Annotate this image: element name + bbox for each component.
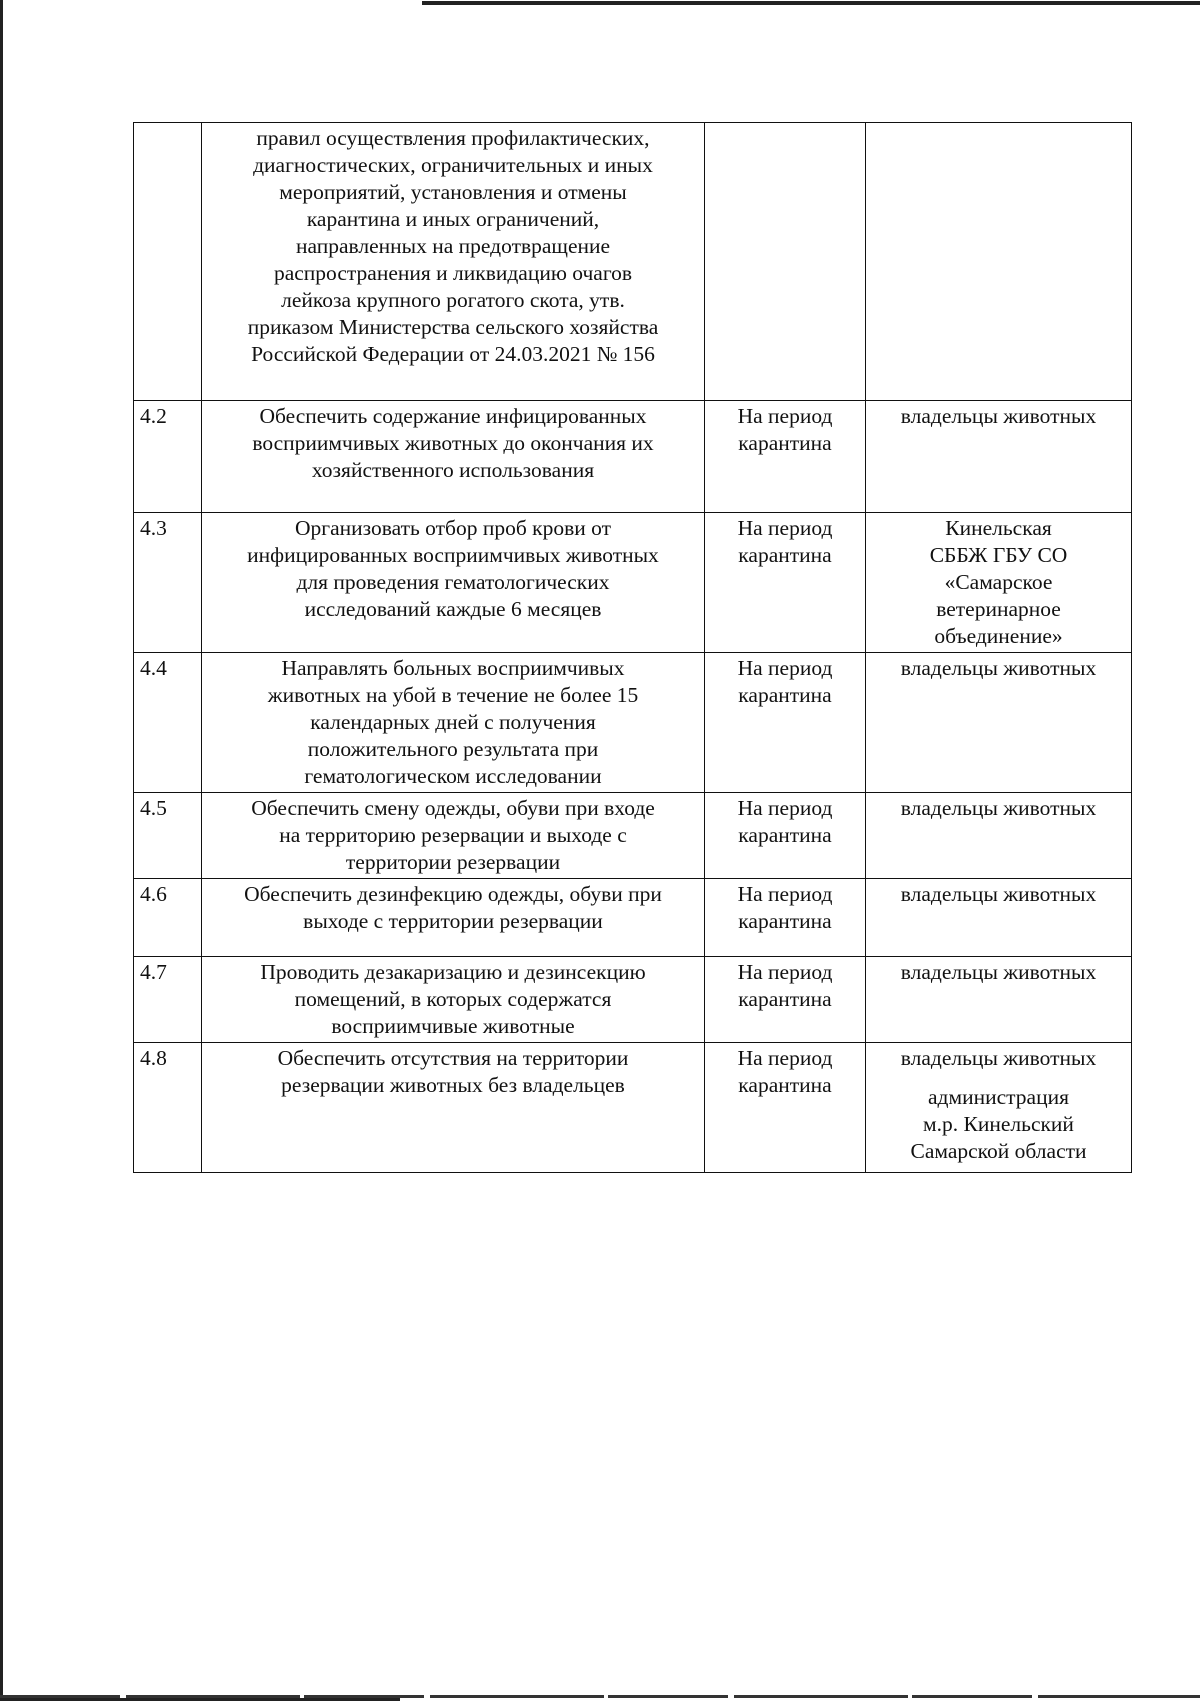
cell-line: Проводить дезакаризацию и дезинсекцию: [260, 960, 646, 984]
cell-line: на территорию резервации и выходе с: [279, 823, 627, 847]
cell-line: владельцы животных: [900, 1046, 1097, 1070]
cell-line: для проведения гематологических: [296, 570, 610, 594]
measures-table: [133, 122, 1132, 1173]
cell-line: календарных дней с получения: [310, 710, 596, 734]
cell-line: восприимчивые животные: [331, 1014, 575, 1038]
cell-line: «Самарское: [944, 570, 1053, 594]
cell-line: Обеспечить смену одежды, обуви при входе: [251, 796, 655, 820]
item-number: 4.4: [134, 653, 202, 793]
scan-edge-left: [0, 0, 3, 1701]
cell-line: На период: [737, 796, 833, 820]
responsible-party: [866, 1043, 1132, 1173]
cell-line: Обеспечить дезинфекцию одежды, обуви при: [244, 882, 662, 906]
cell-line: владельцы животных: [900, 960, 1097, 984]
cell-line: карантина: [738, 543, 832, 567]
cell-line: Кинельская: [945, 516, 1052, 540]
cell-line: мероприятий, установления и отмены: [279, 180, 627, 204]
responsible-party: [866, 793, 1132, 879]
table-row: [134, 401, 1132, 513]
cell-line: объединение»: [934, 624, 1063, 648]
execution-term: [705, 123, 866, 401]
table-row: [134, 1043, 1132, 1173]
cell-line: направленных на предотвращение: [295, 234, 611, 258]
responsible-party: [866, 653, 1132, 793]
item-number: 4.8: [134, 1043, 202, 1173]
measure-description: [202, 1043, 705, 1173]
cell-line: Самарской области: [910, 1139, 1087, 1163]
cell-line: приказом Министерства сельского хозяйства: [247, 315, 659, 339]
execution-term: [705, 401, 866, 513]
cell-line: карантина: [738, 431, 832, 455]
execution-term: [705, 793, 866, 879]
execution-term: [705, 957, 866, 1043]
cell-line: диагностических, ограничительных и иных: [253, 153, 653, 177]
cell-line: гематологическом исследовании: [304, 764, 602, 788]
cell-line: исследований каждые 6 месяцев: [304, 597, 602, 621]
item-number: 4.7: [134, 957, 202, 1043]
cell-line: помещений, в которых содержатся: [294, 987, 612, 1011]
cell-line: администрация: [928, 1085, 1069, 1109]
line-gap: [872, 1072, 1125, 1084]
cell-line: Российской Федерации от 24.03.2021 № 156: [251, 342, 655, 366]
cell-line: резервации животных без владельцев: [281, 1073, 625, 1097]
cell-line: карантина и иных ограничений,: [306, 207, 600, 231]
scan-edge-top: [422, 1, 1200, 5]
measure-description: [202, 401, 705, 513]
cell-line: На период: [737, 960, 833, 984]
table-row: [134, 123, 1132, 401]
cell-line: лейкоза крупного рогатого скота, утв.: [281, 288, 625, 312]
measure-description: [202, 879, 705, 957]
cell-line: правил осуществления профилактических,: [256, 126, 650, 150]
cell-line: положительного результата при: [307, 737, 599, 761]
measure-description: [202, 123, 705, 401]
cell-line: На период: [737, 882, 833, 906]
cell-line: территории резервации: [345, 850, 561, 874]
cell-line: На период: [737, 516, 833, 540]
item-number: 4.2: [134, 401, 202, 513]
table-row: [134, 513, 1132, 653]
measure-description: [202, 653, 705, 793]
cell-line: карантина: [738, 683, 832, 707]
cell-line: животных на убой в течение не более 15: [267, 683, 639, 707]
item-number: [134, 123, 202, 401]
cell-line: инфицированных восприимчивых животных: [247, 543, 659, 567]
cell-line: выходе с территории резервации: [303, 909, 603, 933]
cell-line: владельцы животных: [900, 656, 1097, 680]
cell-line: Направлять больных восприимчивых: [281, 656, 625, 680]
table-row: [134, 957, 1132, 1043]
table-row: [134, 793, 1132, 879]
responsible-party: [866, 513, 1132, 653]
cell-line: Обеспечить содержание инфицированных: [259, 404, 647, 428]
execution-term: [705, 879, 866, 957]
cell-line: На период: [737, 656, 833, 680]
responsible-party: [866, 401, 1132, 513]
table-row: [134, 653, 1132, 793]
cell-line: восприимчивых животных до окончания их: [252, 431, 654, 455]
cell-line: владельцы животных: [900, 882, 1097, 906]
execution-term: [705, 513, 866, 653]
cell-line: владельцы животных: [900, 404, 1097, 428]
table-row: [134, 879, 1132, 957]
item-number: 4.3: [134, 513, 202, 653]
measure-description: [202, 513, 705, 653]
cell-line: м.р. Кинельский: [923, 1112, 1074, 1136]
cell-line: Организовать отбор проб крови от: [294, 516, 612, 540]
cell-line: владельцы животных: [900, 796, 1097, 820]
execution-term: [705, 1043, 866, 1173]
measure-description: [202, 957, 705, 1043]
execution-term: [705, 653, 866, 793]
cell-line: карантина: [738, 987, 832, 1011]
cell-line: На период: [737, 1046, 833, 1070]
item-number: 4.6: [134, 879, 202, 957]
measure-description: [202, 793, 705, 879]
cell-line: На период: [737, 404, 833, 428]
cell-line: карантина: [738, 1073, 832, 1097]
cell-line: хозяйственного использования: [311, 458, 595, 482]
cell-line: карантина: [738, 909, 832, 933]
responsible-party: [866, 123, 1132, 401]
responsible-party: [866, 879, 1132, 957]
cell-line: ветеринарное: [936, 597, 1061, 621]
cell-line: СББЖ ГБУ СО: [929, 543, 1068, 567]
responsible-party: [866, 957, 1132, 1043]
cell-line: распространения и ликвидацию очагов: [273, 261, 633, 285]
cell-line: Обеспечить отсутствия на территории: [277, 1046, 629, 1070]
cell-line: карантина: [738, 823, 832, 847]
measures-table-body: [134, 123, 1132, 1173]
item-number: 4.5: [134, 793, 202, 879]
